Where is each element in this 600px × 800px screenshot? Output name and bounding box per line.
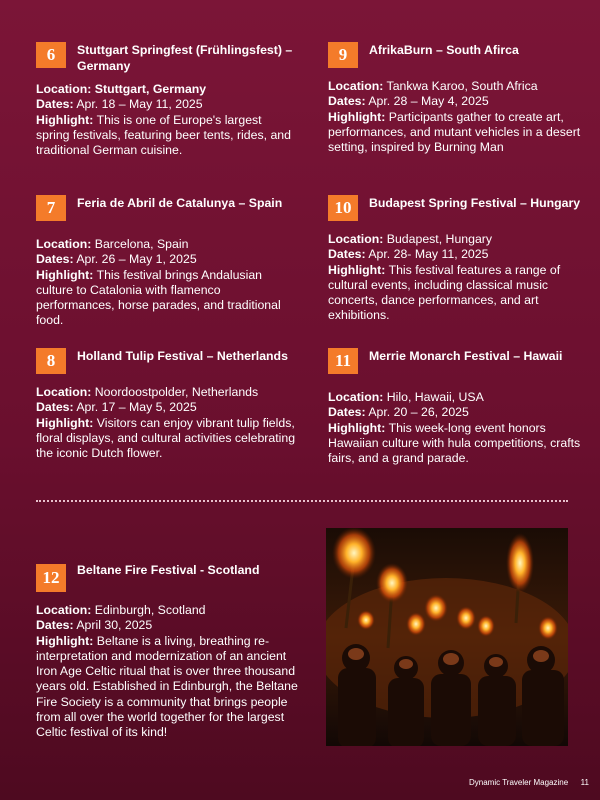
location-label: Location: <box>36 385 92 399</box>
page-footer <box>469 778 589 787</box>
festival-entry-6 <box>36 42 296 162</box>
location-label: Location: <box>36 82 92 96</box>
entry-number-badge: 6 <box>36 42 66 68</box>
highlight-text: This week-long event honors Hawaiian culture with hula competitions, crafts fairs, and a grand parade. <box>328 420 581 466</box>
highlight-text: Beltane is a living, breathing re-interpretation and modernization of an ancient Iron Age Celtic ritual that is over three thousand years old. Established in Edinburgh, the Beltane Fire Society is a community that brings people from all over the world together for the largest Celtic festival of its kind! <box>36 633 298 740</box>
dates-value: Apr. 28- May 11, 2025 <box>368 247 489 262</box>
beltane-fire-photo <box>326 528 568 746</box>
location-label: Location: <box>36 603 92 617</box>
highlight-label: Highlight: <box>36 112 94 127</box>
page-number: 11 <box>580 778 589 787</box>
festival-entry-12 <box>36 562 306 752</box>
dates-value: Apr. 18 – May 11, 2025 <box>76 97 203 112</box>
entry-details <box>36 237 298 329</box>
highlight-text: This is one of Europe's largest spring festivals, featuring beer tents, rides, and traditional German cuisine. <box>36 112 291 158</box>
entry-number-badge: 8 <box>36 348 66 374</box>
highlight-text: This festival brings Andalusian culture to Catalonia with flamenco performances, horse parades, and traditional food. <box>36 267 281 328</box>
dates-label: Dates: <box>328 247 366 262</box>
highlight-label: Highlight: <box>328 420 386 435</box>
entry-number-badge: 9 <box>328 42 358 68</box>
dates-label: Dates: <box>36 252 74 267</box>
entry-details <box>36 385 298 461</box>
dates-value: Apr. 20 – 26, 2025 <box>368 405 469 420</box>
entry-title: Merrie Monarch Festival – Hawaii <box>369 349 563 363</box>
highlight-label: Highlight: <box>36 415 94 430</box>
entry-title: Budapest Spring Festival – Hungary <box>369 196 581 210</box>
highlight-text: Participants gather to create art, performances, and mutant vehicles in a desert setting, inspired by Burning Man <box>328 109 581 155</box>
entry-details <box>36 603 304 741</box>
festival-entry-10 <box>328 195 588 335</box>
highlight-label: Highlight: <box>328 262 386 277</box>
location-label: Location: <box>328 79 384 93</box>
entry-title: AfrikaBurn – South Afirca <box>369 43 519 57</box>
location-label: Location: <box>36 237 92 251</box>
entry-details <box>328 390 590 466</box>
dotted-divider <box>36 500 568 502</box>
magazine-name: Dynamic Traveler Magazine <box>469 778 569 787</box>
location-value: Edinburgh, Scotland <box>94 603 206 617</box>
dates-label: Dates: <box>328 405 366 420</box>
location-value: Budapest, Hungary <box>386 232 493 246</box>
highlight-label: Highlight: <box>328 109 386 124</box>
entry-number-badge: 12 <box>36 564 66 592</box>
dates-label: Dates: <box>36 400 74 415</box>
dates-label: Dates: <box>328 94 366 109</box>
location-value: Noordoostpolder, Netherlands <box>94 385 259 399</box>
entry-title: Holland Tulip Festival – Netherlands <box>77 349 288 363</box>
entry-number-badge: 10 <box>328 195 358 221</box>
location-value: Tankwa Karoo, South Africa <box>386 79 538 93</box>
location-value: Stuttgart, Germany <box>94 82 207 96</box>
dates-label: Dates: <box>36 97 74 112</box>
festival-entry-8 <box>36 348 296 468</box>
highlight-text: This festival features a range of cultural events, including classical music concerts, dance performances, and art exhibitions. <box>328 262 561 323</box>
dates-value: April 30, 2025 <box>76 618 153 633</box>
entry-details <box>328 232 590 324</box>
dates-value: Apr. 17 – May 5, 2025 <box>76 400 197 415</box>
entry-number-badge: 7 <box>36 195 66 221</box>
entry-title: Stuttgart Springfest (Frühlingsfest) – Germany <box>77 43 293 73</box>
location-label: Location: <box>328 390 384 404</box>
entry-details <box>36 82 298 158</box>
dates-value: Apr. 26 – May 1, 2025 <box>76 252 197 267</box>
highlight-text: Visitors can enjoy vibrant tulip fields, floral displays, and cultural activities celebrating the iconic Dutch flower. <box>36 415 296 461</box>
location-value: Barcelona, Spain <box>94 237 189 251</box>
festival-entry-7 <box>36 195 296 335</box>
entry-number-badge: 11 <box>328 348 358 374</box>
dates-value: Apr. 28 – May 4, 2025 <box>368 94 489 109</box>
entry-title: Beltane Fire Festival - Scotland <box>77 563 260 577</box>
entry-details <box>328 79 590 155</box>
location-value: Hilo, Hawaii, USA <box>386 390 484 404</box>
festival-entry-11 <box>328 348 588 468</box>
highlight-label: Highlight: <box>36 633 94 648</box>
location-label: Location: <box>328 232 384 246</box>
entry-title: Feria de Abril de Catalunya – Spain <box>77 196 283 210</box>
festival-entry-9 <box>328 42 588 162</box>
highlight-label: Highlight: <box>36 267 94 282</box>
dates-label: Dates: <box>36 618 74 633</box>
